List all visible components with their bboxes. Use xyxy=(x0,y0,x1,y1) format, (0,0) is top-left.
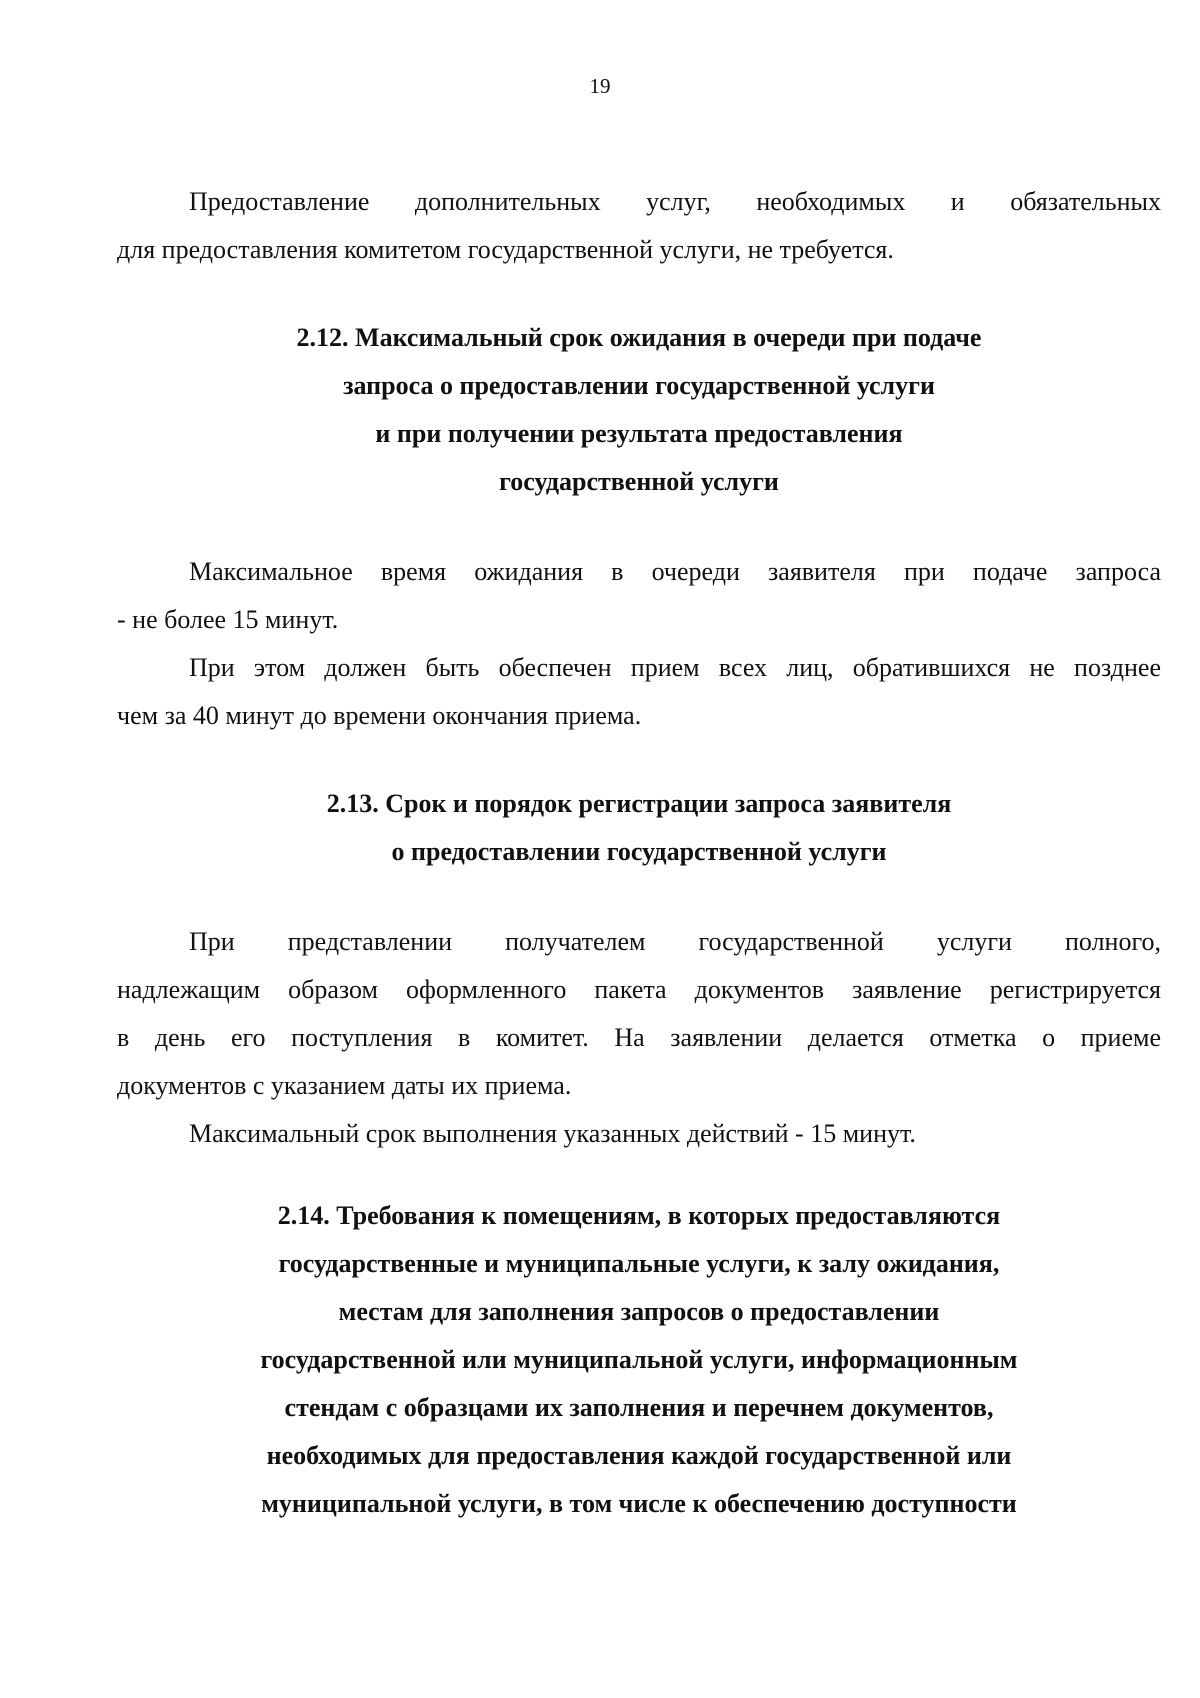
section-2-12-heading xyxy=(117,314,1161,506)
page-number: 19 xyxy=(589,74,611,98)
section-2-13-heading xyxy=(117,780,1161,876)
heading-line: государственной услуги xyxy=(499,467,779,496)
heading-line: 2.14. Требования к помещениям, в которых предоставляются xyxy=(277,1201,1001,1230)
heading-line: государственной или муниципальной услуги, информационным xyxy=(260,1345,1018,1374)
section-2-13-para-1-line-2: надлежащим образом оформленного пакета документов заявление регистрируется xyxy=(117,975,1161,1004)
intro-line-1: Предоставление дополнительных услуг, необходимых и обязательных xyxy=(189,187,1161,216)
heading-line: государственные и муниципальные услуги, к залу ожидания, xyxy=(278,1249,1000,1278)
heading-line: необходимых для предоставления каждой государственной или xyxy=(266,1441,1012,1470)
heading-line: стендам с образцами их заполнения и перечнем документов, xyxy=(284,1393,994,1422)
heading-line: 2.13. Срок и порядок регистрации запроса заявителя xyxy=(326,789,952,818)
section-2-13-para-1-line-1: При представлении получателем государственной услуги полного, xyxy=(189,927,1161,956)
heading-line: муниципальной услуги, в том числе к обеспечению доступности xyxy=(261,1489,1017,1518)
intro-line-2: для предоставления комитетом государственной услуги, не требуется. xyxy=(117,235,894,264)
heading-line: и при получении результата предоставления xyxy=(375,419,903,448)
heading-line: 2.12. Максимальный срок ожидания в очереди при подаче xyxy=(296,323,982,352)
heading-line: о предоставлении государственной услуги xyxy=(391,837,887,866)
heading-line: запроса о предоставлении государственной услуги xyxy=(343,371,935,400)
section-2-12-para-1-line-2: - не более 15 минут. xyxy=(117,605,339,634)
page-content xyxy=(117,178,1161,1528)
section-2-12-para-1-line-1: Максимальное время ожидания в очереди заявителя при подаче запроса xyxy=(189,557,1161,586)
heading-line: местам для заполнения запросов о предоставлении xyxy=(338,1297,940,1326)
section-2-12-para-2-line-2: чем за 40 минут до времени окончания приема. xyxy=(117,701,642,730)
section-2-14-heading xyxy=(117,1192,1161,1528)
section-2-13-para-1-line-4: документов с указанием даты их приема. xyxy=(117,1071,572,1100)
section-2-12-para-2-line-1: При этом должен быть обеспечен прием всех лиц, обратившихся не позднее xyxy=(189,653,1161,682)
section-2-13-para-2: Максимальный срок выполнения указанных действий - 15 минут. xyxy=(189,1119,916,1148)
section-2-13-para-1-line-3: в день его поступления в комитет. На заявлении делается отметка о приеме xyxy=(117,1023,1161,1052)
